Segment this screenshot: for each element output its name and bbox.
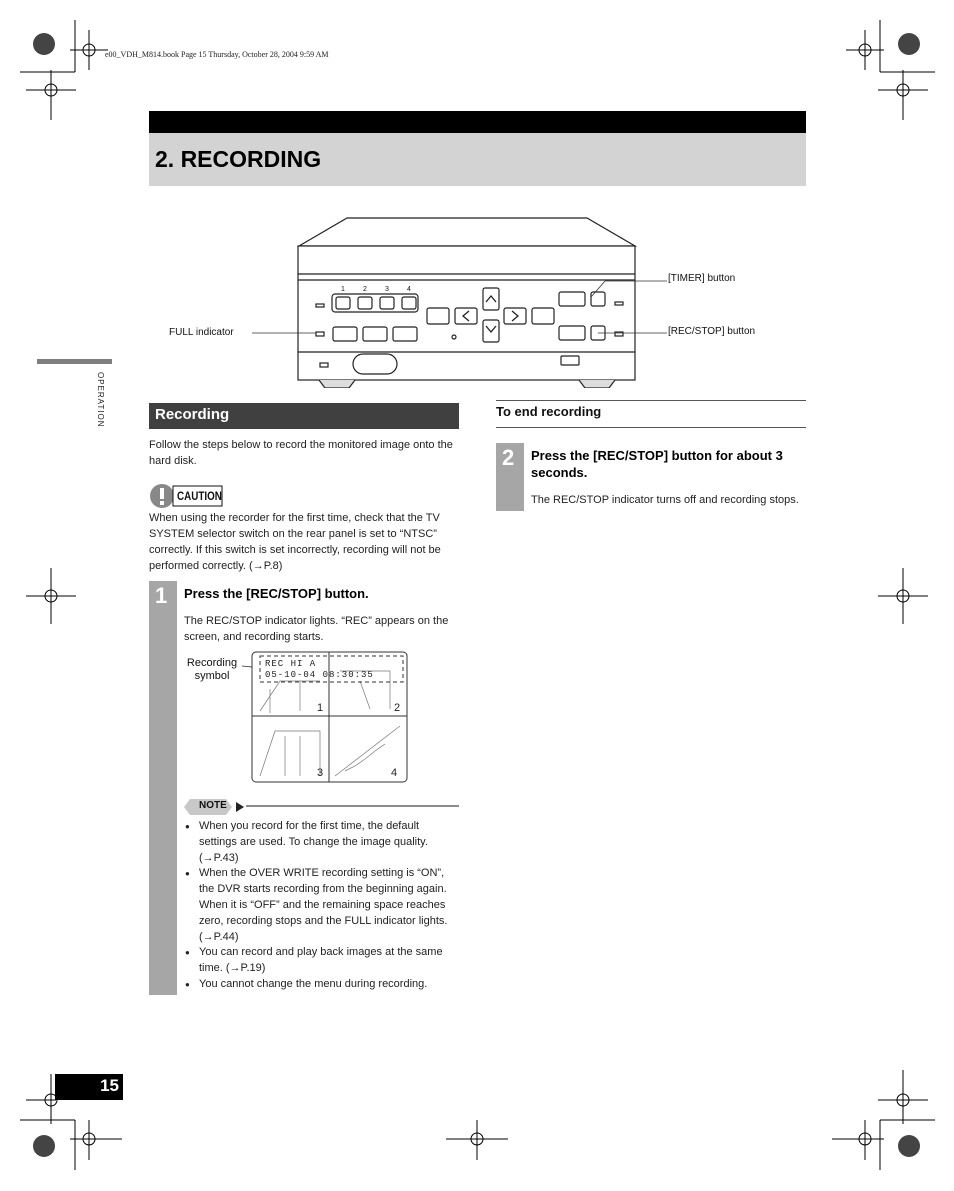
quadrant-2-label: 2 <box>394 702 401 714</box>
step-2-number: 2 <box>502 445 515 470</box>
note-item-2: ● When the OVER WRITE recording setting is “ON”, the DVR starts recording from the beginning again. When it is “OFF” and the remaining space reaches zero, recording stops and the FULL indicator lights. (→P.44) <box>199 865 459 945</box>
end-recording-heading-bar <box>496 400 806 428</box>
timer-button-label: [TIMER] button <box>668 273 736 284</box>
recording-symbol-label: Recording symbol <box>186 657 238 682</box>
step-1-title: Press the [REC/STOP] button. <box>184 586 369 601</box>
file-header: e00_VDH_M814.book Page 15 Thursday, October 28, 2004 9:59 AM <box>105 50 329 59</box>
note-item-3: ● You can record and play back images at the same time. (→P.19) <box>199 944 459 976</box>
recording-intro: Follow the steps below to record the monitored image onto the hard disk. <box>149 439 453 467</box>
digit-2: 2 <box>363 286 367 293</box>
note-label: NOTE <box>199 800 227 811</box>
step-1-number: 1 <box>155 583 168 608</box>
step-1-bar <box>149 581 177 995</box>
digit-3: 3 <box>385 286 389 293</box>
caution-text: When using the recorder for the first time, check that the TV SYSTEM selector switch on the rear panel is set to “NTSC” correctly. If this switch is set incorrectly, recording will not be performed correctly. (→P.8) <box>149 512 441 572</box>
step-2-desc: The REC/STOP indicator turns off and recording stops. <box>531 494 799 506</box>
page-number: 15 <box>100 1076 119 1095</box>
page-title: 2. RECORDING <box>155 146 322 172</box>
page-number-box <box>55 1074 123 1100</box>
full-indicator-label: FULL indicator <box>169 327 234 338</box>
note-item-1: ● When you record for the first time, the default settings are used. To change the image quality. (→P.43) <box>199 818 459 866</box>
caution-badge <box>149 483 223 509</box>
step-2-title: Press the [REC/STOP] button for about 3 seconds. <box>531 448 783 480</box>
quadrant-3-label: 3 <box>317 767 324 779</box>
callout-lines <box>250 270 670 345</box>
screen-datetime-line: 05-10-04 08:30:35 <box>265 670 374 680</box>
note-item-4: ● You cannot change the menu during recording. <box>199 976 459 992</box>
caution-label: CAUTION <box>177 489 222 503</box>
end-recording-heading: To end recording <box>496 404 602 419</box>
quadrant-4-label: 4 <box>391 767 398 779</box>
title-bar-top <box>149 111 806 133</box>
digit-1: 1 <box>341 286 345 293</box>
recstop-button-label: [REC/STOP] button <box>668 326 756 337</box>
screen-status-line: REC HI A <box>265 659 317 669</box>
step-1-desc: The REC/STOP indicator lights. “REC” appears on the screen, and recording starts. <box>184 615 449 643</box>
quadrant-1-label: 1 <box>317 702 324 714</box>
side-tab-bar <box>37 359 112 364</box>
note-divider <box>246 805 459 807</box>
side-tab-label: OPERATION <box>96 372 105 428</box>
recording-heading: Recording <box>155 406 230 423</box>
recording-heading-bar <box>149 403 459 429</box>
digit-4: 4 <box>407 286 411 293</box>
